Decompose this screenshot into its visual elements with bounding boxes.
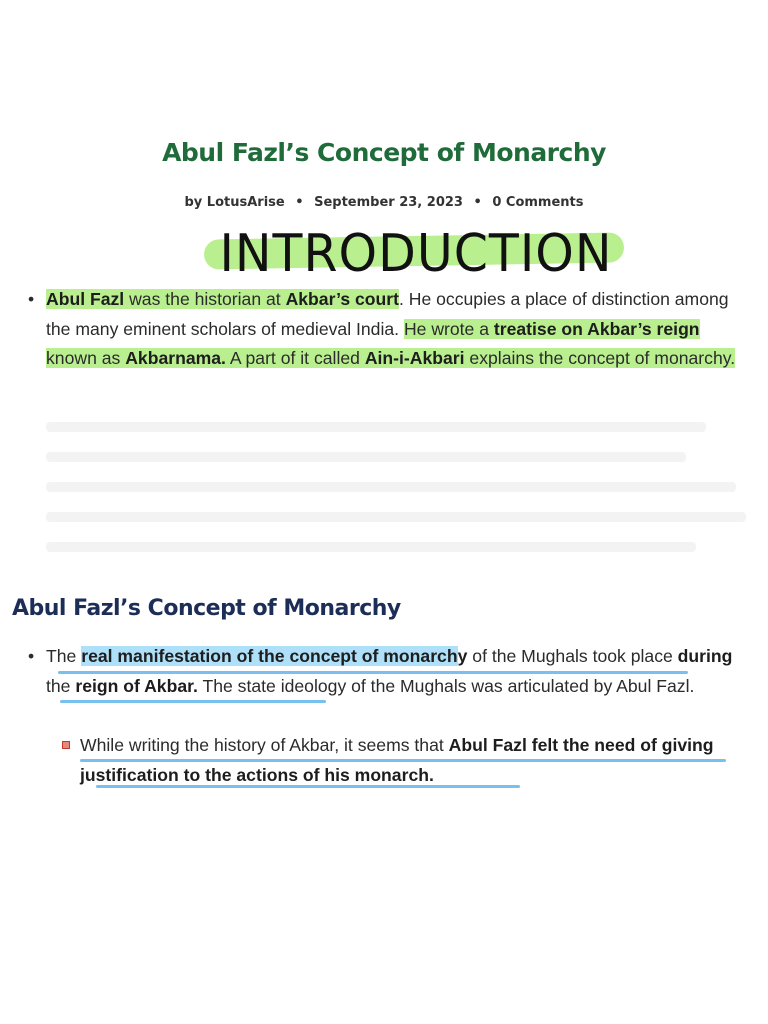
meta-separator: • xyxy=(473,195,482,210)
article-meta xyxy=(0,195,768,210)
text-run: known as xyxy=(46,348,126,368)
post-date[interactable]: September 23, 2023 xyxy=(314,195,463,210)
highlighted-term: Akbarnama. xyxy=(125,348,226,368)
text-run: The state ideology of the Mughals was articulated by Abul Fazl. xyxy=(197,675,695,696)
faded-line xyxy=(46,452,686,462)
highlighted-term: Ain-i-Akbari xyxy=(364,348,465,368)
underlined-term: reign of Akbar. xyxy=(75,675,198,696)
text-run: of the Mughals took place xyxy=(467,646,678,666)
text-run: was the historian at xyxy=(124,289,286,309)
handwritten-heading xyxy=(196,224,636,286)
pen-underline xyxy=(80,759,726,762)
text-run: . xyxy=(398,289,404,309)
faded-paragraph-area xyxy=(28,410,748,560)
article-title: Abul Fazl’s Concept of Monarchy xyxy=(162,138,606,167)
text-run: explains the concept of monarchy. xyxy=(464,348,736,368)
pen-underline xyxy=(96,785,520,788)
highlighted-term: real manifestation of the concept of monarch xyxy=(81,646,458,666)
meta-separator: • xyxy=(295,195,304,210)
highlighted-term: y xyxy=(457,646,468,666)
faded-line xyxy=(46,542,696,552)
text-run: The xyxy=(46,646,82,666)
intro-paragraph-text xyxy=(46,285,748,374)
faded-line xyxy=(46,512,746,522)
text-run: He occupies a place of distinction among the many eminent scholars of medieval India. xyxy=(46,289,729,339)
pen-underline xyxy=(60,700,326,703)
text-run: the xyxy=(46,675,76,696)
bullet-dot: • xyxy=(28,289,35,309)
underlined-term: during xyxy=(677,646,733,666)
text-run: While writing the history of Akbar, it seems that xyxy=(80,735,449,755)
highlighted-term: Akbar’s court xyxy=(285,289,399,309)
section-heading: Abul Fazl’s Concept of Monarchy xyxy=(12,596,401,621)
intro-paragraph xyxy=(28,285,748,374)
faded-line xyxy=(46,482,736,492)
highlighted-term: Abul Fazl xyxy=(46,289,125,309)
text-run: A part of it called xyxy=(225,348,365,368)
introduction-heading-text: INTRODUCTION xyxy=(219,223,613,284)
pen-underline xyxy=(58,671,688,674)
highlighted-term: Abul Fazl felt the need of giving justification to the actions of his monarch. xyxy=(80,735,714,785)
highlighted-term: treatise on Akbar’s reign xyxy=(493,318,700,339)
author-link[interactable]: by LotusArise xyxy=(184,195,285,210)
square-bullet-icon xyxy=(62,741,70,749)
faded-line xyxy=(46,422,706,432)
bullet-dot: • xyxy=(28,646,35,666)
comments-link[interactable]: 0 Comments xyxy=(492,195,584,210)
text-run: He wrote a xyxy=(403,318,494,339)
